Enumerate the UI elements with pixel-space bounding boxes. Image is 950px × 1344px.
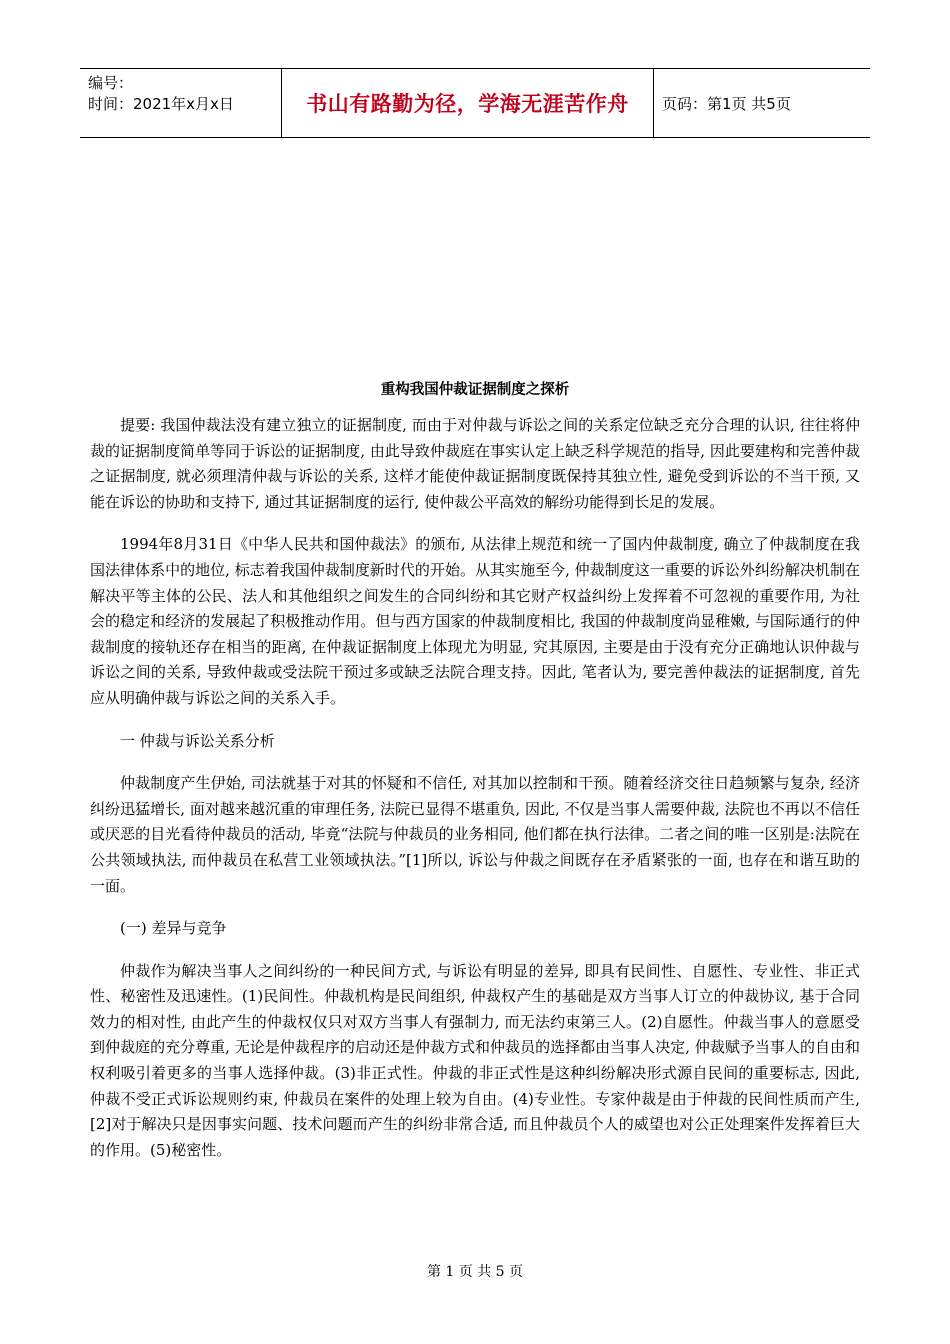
header-page-info: 页码：第1页 共5页 xyxy=(662,94,791,113)
number-label: 编号： xyxy=(88,74,134,92)
page-footer: 第 1 页 共 5 页 xyxy=(426,1264,524,1280)
section-paragraph: 仲裁制度产生伊始, 司法就基于对其的怀疑和不信任, 对其加以控制和干预。随着经济交往日趋频繁与复杂, 经济纠纷迅猛增长, 面对越来越沉重的审理任务, 法院已显得不堪重负, 因此, 不仅是当事人需要仲裁, 法院也不再以不信任或厌恶的目光看待仲裁员的活动, 毕竟“法院与仲裁员的业务相同, 他们都在执行法律。二者之间的唯一区别是:法院在公共领域执法, 而仲裁员在私营工业领域执法。”[1]所以, 诉讼与仲裁之间既存在矛盾紧张的一面, 也存在和谐互助的一面。 xyxy=(90,774,860,895)
document-body xyxy=(90,378,860,1180)
header-left-cell xyxy=(80,69,282,137)
subsection-paragraph: 仲裁作为解决当事人之间纠纷的一种民间方式, 与诉讼有明显的差异, 即具有民间性、自愿性、专业性、非正式性、秘密性及迅速性。(1)民间性。仲裁机构是民间组织, 仲裁权产生的基础是双方当事人订立的仲裁协议, 基于合同效力的相对性, 由此产生的仲裁权仅只对双方当事人有强制力, 而无法约束第三人。(2)自愿性。仲裁当事人的意愿受到仲裁庭的充分尊重, 无论是仲裁程序的启动还是仲裁方式和仲裁员的选择都由当事人决定, 仲裁赋予当事人的自由和权利吸引着更多的当事人选择仲裁。(3)非正式性。仲裁的非正式性是这种纠纷解决形式源自民间的重要标志, 因此, 仲裁不受正式诉讼规则约束, 仲裁员在案件的处理上较为自由。(4)专业性。专家仲裁是由于仲裁的民间性质而产生, [2]对于解决只是因事实问题、技术问题而产生的纠纷非常合适, 而且仲裁员个人的威望也对公正处理案件发挥着巨大的作用。(5)秘密性。 xyxy=(90,961,860,1159)
intro-paragraph: 1994年8月31日《中华人民共和国仲裁法》的颁布, 从法律上规范和统一了国内仲裁制度, 确立了仲裁制度在我国法律体系中的地位, 标志着我国仲裁制度新时代的开始。从其实施至今, 仲裁制度这一重要的诉讼外纠纷解决机制在解决平等主体的公民、法人和其他组织之间发生的合同纠纷和其它财产权益纠纷上发挥着不可忽视的重要作用, 为社会的稳定和经济的发展起了积极推动作用。但与西方国家的仲裁制度相比, 我国的仲裁制度尚显稚嫩, 与国际通行的仲裁制度的接轨还存在相当的距离, 在仲裁证据制度上体现尤为明显, 究其原因, 主要是由于没有充分正确地认识仲裁与诉讼之间的关系, 导致仲裁或受法院干预过多或缺乏法院合理支持。因此, 笔者认为, 要完善仲裁法的证据制度, 首先应从明确仲裁与诉讼之间的关系入手。 xyxy=(90,535,860,707)
date-text: 时间：2021年x月x日 xyxy=(88,95,234,113)
section-heading: 一 仲裁与诉讼关系分析 xyxy=(120,731,275,750)
document-title: 重构我国仲裁证据制度之探析 xyxy=(380,382,570,398)
abstract-paragraph: 提要: 我国仲裁法没有建立独立的证据制度, 而由于对仲裁与诉讼之间的关系定位缺乏充分合理的认识, 往往将仲裁的证据制度简单等同于诉讼的证据制度, 由此导致仲裁庭在事实认定上缺乏科学规范的指导, 因此要建构和完善仲裁之证据制度, 就必须理清仲裁与诉讼的关系, 这样才能使仲裁证据制度既保持其独立性, 避免受到诉讼的不当干预, 又能在诉讼的协助和支持下, 通过其证据制度的运行, 使仲裁公平高效的解纷功能得到长足的发展。 xyxy=(90,416,860,511)
subsection-heading: (一) 差异与竞争 xyxy=(120,919,227,938)
header-motto: 书山有路勤为径，学海无涯苦作舟 xyxy=(282,69,654,137)
header-table xyxy=(80,68,870,138)
